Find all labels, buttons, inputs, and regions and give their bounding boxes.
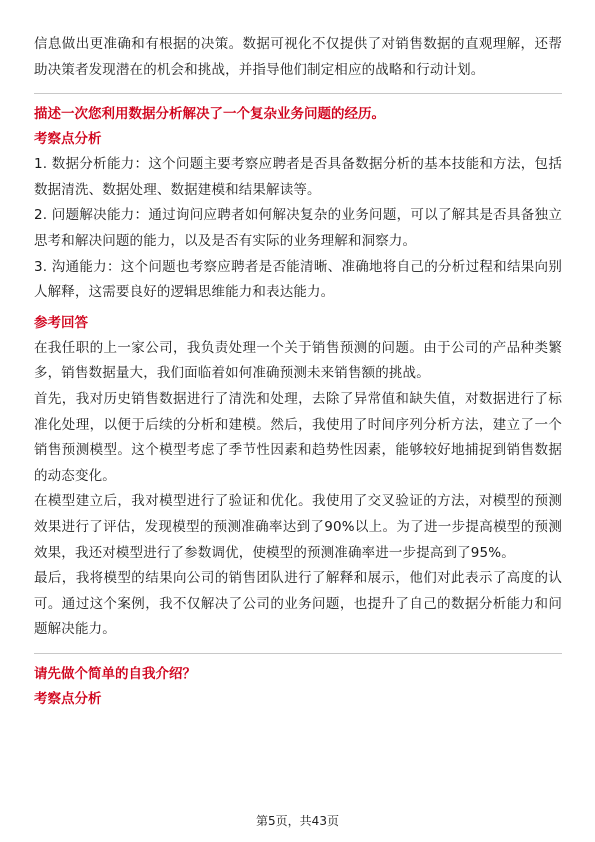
question-title: 描述一次您利用数据分析解决了一个复杂业务问题的经历。: [34, 106, 385, 123]
section-divider: [34, 653, 562, 654]
page-number: 第5页，共43页: [256, 814, 339, 828]
analysis-heading: 考察点分析: [34, 131, 102, 148]
answer-paragraph: 首先，我对历史销售数据进行了清洗和处理，去除了异常值和缺失值，对数据进行了标准化处理，以便于后续的分析和建模。然后，我使用了时间序列分析方法，建立了一个销售预测模型。这个模型考虑了季节性因素和趋势性因素，能够较好地捕捉到销售数据的动态变化。: [34, 390, 562, 484]
intro-paragraph: 信息做出更准确和有根据的决策。数据可视化不仅提供了对销售数据的直观理解，还帮助决策者发现潜在的机会和挑战，并指导他们制定相应的战略和行动计划。: [34, 36, 562, 78]
document-page: [34, 32, 562, 712]
section-divider: [34, 93, 562, 94]
analysis-point: 1. 数据分析能力：这个问题主要考察应聘者是否具备数据分析的基本技能和方法，包括数据清洗、数据处理、数据建模和结果解读等。: [34, 156, 562, 198]
analysis-point: 3. 沟通能力：这个问题也考察应聘者是否能清晰、准确地将自己的分析过程和结果向别人解释，这需要良好的逻辑思维能力和表达能力。: [34, 258, 562, 301]
answer-heading: 参考回答: [34, 314, 88, 331]
question-title: 请先做个简单的自我介绍？: [34, 665, 196, 682]
analysis-point: 2. 问题解决能力：通过询问应聘者如何解决复杂的业务问题，可以了解其是否具备独立思考和解决问题的能力，以及是否有实际的业务理解和洞察力。: [34, 207, 562, 249]
answer-paragraph: 最后，我将模型的结果向公司的销售团队进行了解释和展示，他们对此表示了高度的认可。通过这个案例，我不仅解决了公司的业务问题，也提升了自己的数据分析能力和问题解决能力。: [34, 570, 562, 638]
answer-paragraph: 在我任职的上一家公司，我负责处理一个关于销售预测的问题。由于公司的产品种类繁多，销售数据量大，我们面临着如何准确预测未来销售额的挑战。: [34, 339, 562, 382]
answer-paragraph: 在模型建立后，我对模型进行了验证和优化。我使用了交叉验证的方法，对模型的预测效果进行了评估，发现模型的预测准确率达到了90%以上。为了进一步提高模型的预测效果，我还对模型进行了参数调优，使模型的预测准确率进一步提高到了95%。: [34, 493, 562, 561]
analysis-heading: 考察点分析: [34, 690, 102, 707]
